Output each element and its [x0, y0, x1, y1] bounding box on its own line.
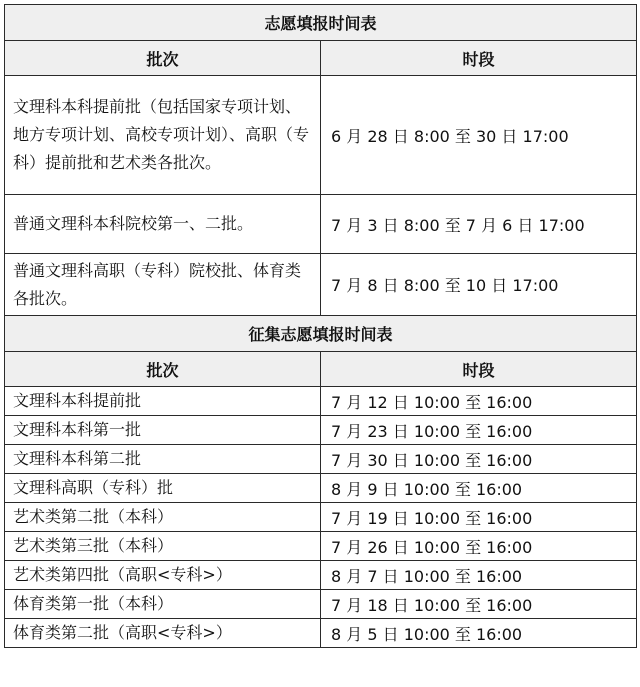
section2-header-row [5, 352, 637, 387]
batch-cell: 文理科本科第一批 [5, 416, 321, 445]
time-cell: 7 月 30 日 10:00 至 16:00 [321, 445, 637, 474]
table-row [5, 254, 637, 316]
section1-header-row [5, 41, 637, 76]
section2-col-batch: 批次 [5, 352, 321, 387]
table-row [5, 590, 637, 619]
batch-cell: 文理科本科提前批（包括国家专项计划、地方专项计划、高校专项计划）、高职（专科）提前批和艺术类各批次。 [5, 76, 321, 195]
section1-title-row [5, 5, 637, 41]
batch-cell: 艺术类第四批（高职<专科>） [5, 561, 321, 590]
batch-cell: 文理科本科提前批 [5, 387, 321, 416]
table-row [5, 503, 637, 532]
section1-col-time: 时段 [321, 41, 637, 76]
table-row [5, 619, 637, 648]
time-cell: 7 月 18 日 10:00 至 16:00 [321, 590, 637, 619]
batch-cell: 艺术类第二批（本科） [5, 503, 321, 532]
time-cell: 8 月 5 日 10:00 至 16:00 [321, 619, 637, 648]
time-cell: 7 月 26 日 10:00 至 16:00 [321, 532, 637, 561]
section2-title-row [5, 316, 637, 352]
table-row [5, 76, 637, 195]
batch-cell: 普通文理科本科院校第一、二批。 [5, 195, 321, 254]
table-row [5, 445, 637, 474]
table-row [5, 387, 637, 416]
time-cell: 7 月 23 日 10:00 至 16:00 [321, 416, 637, 445]
time-cell: 7 月 3 日 8:00 至 7 月 6 日 17:00 [321, 195, 637, 254]
section2-col-time: 时段 [321, 352, 637, 387]
batch-cell: 体育类第二批（高职<专科>） [5, 619, 321, 648]
time-cell: 7 月 12 日 10:00 至 16:00 [321, 387, 637, 416]
batch-cell: 文理科高职（专科）批 [5, 474, 321, 503]
batch-cell: 普通文理科高职（专科）院校批、体育类各批次。 [5, 254, 321, 316]
table-row [5, 195, 637, 254]
time-cell: 7 月 8 日 8:00 至 10 日 17:00 [321, 254, 637, 316]
section2-title: 征集志愿填报时间表 [5, 316, 637, 352]
batch-cell: 文理科本科第二批 [5, 445, 321, 474]
batch-cell: 体育类第一批（本科） [5, 590, 321, 619]
time-cell: 6 月 28 日 8:00 至 30 日 17:00 [321, 76, 637, 195]
table-row [5, 561, 637, 590]
table-row [5, 416, 637, 445]
table-row [5, 532, 637, 561]
time-cell: 8 月 7 日 10:00 至 16:00 [321, 561, 637, 590]
time-cell: 8 月 9 日 10:00 至 16:00 [321, 474, 637, 503]
schedule-table [4, 4, 637, 648]
section1-col-batch: 批次 [5, 41, 321, 76]
batch-cell: 艺术类第三批（本科） [5, 532, 321, 561]
section1-title: 志愿填报时间表 [5, 5, 637, 41]
table-row [5, 474, 637, 503]
time-cell: 7 月 19 日 10:00 至 16:00 [321, 503, 637, 532]
